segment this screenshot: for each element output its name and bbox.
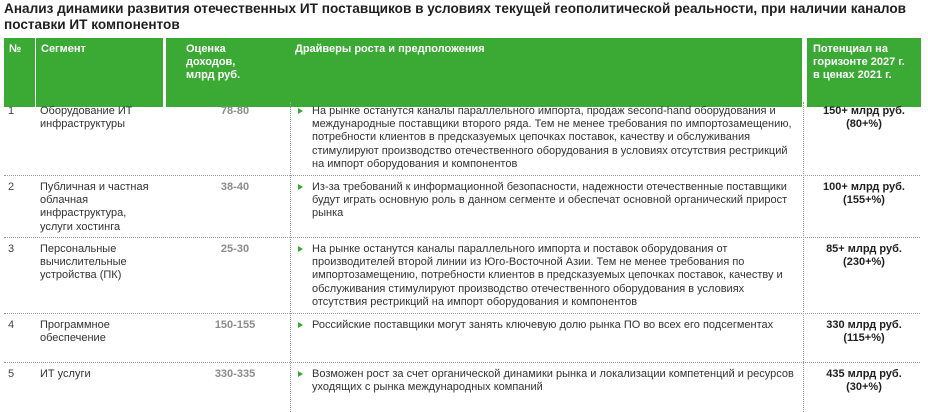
- table-header-num: №: [4, 38, 35, 107]
- segment-name: Оборудование ИТ инфраструктуры: [40, 105, 133, 131]
- potential-value: 330 млрд руб. (115+%): [826, 319, 902, 345]
- growth-driver: Возможен рост за счет органической динамики рынка и локализации компетенций и ресурсов уходящих с рынка международных компаний: [296, 368, 797, 394]
- potential-value: 85+ млрд руб. (230+%): [826, 243, 902, 269]
- row-separator: [4, 362, 920, 363]
- bullet-triangle-icon: [298, 246, 303, 252]
- revenue-estimate: 330-335: [214, 368, 256, 380]
- table-header-drivers: Драйверы роста и предположения: [287, 38, 802, 107]
- row-number: 3: [8, 243, 15, 255]
- document-title: Анализ динамики развития отечественных ИТ поставщиков в условиях текущей геополитической реальности, при наличии каналов поставки ИТ компонентов: [4, 1, 907, 32]
- bullet-triangle-icon: [298, 108, 303, 114]
- table-header-estimate: Оценка доходов, млрд руб.: [166, 38, 294, 107]
- table-header-segment: Сегмент: [36, 38, 163, 107]
- potential-value: 100+ млрд руб. (155+%): [823, 181, 905, 207]
- growth-driver: Из-за требований к информационной безопасности, надежности отечественные поставщики будут играть основную роль в данном сегменте и обеспечат основной органический прирост рынка: [296, 181, 797, 221]
- row-number: 2: [8, 181, 15, 193]
- row-number: 4: [8, 319, 15, 331]
- revenue-estimate: 25-30: [220, 243, 250, 255]
- revenue-estimate: 78-80: [220, 105, 250, 117]
- row-separator: [4, 175, 920, 176]
- bullet-triangle-icon: [298, 371, 303, 377]
- potential-value: 150+ млрд руб. (80+%): [823, 105, 905, 131]
- growth-driver: На рынке останутся каналы параллельного импорта и поставок оборудования от производителей второй линии из Юго-Восточной Азии. Тем не менее требования по импортозамещению, потребности клиентов в предсказуемых цепочках поставок, качеству и обслуживания стимулируют производство отечественного оборудования в условиях отсутствия рестрикций на импорт оборудования и компонентов: [296, 243, 797, 309]
- segment-name: Персональные вычислительные устройства (ПК): [40, 243, 127, 282]
- row-number: 1: [8, 105, 15, 117]
- growth-driver: Российские поставщики могут занять ключевую долю рынка ПО во всех его подсегментах: [296, 319, 797, 332]
- column-separator: [803, 102, 804, 412]
- segment-name: ИТ услуги: [40, 368, 91, 380]
- segment-name: Программное обеспечение: [40, 319, 110, 345]
- segment-name: Публичная и частная облачная инфраструктура, услуги хостинга: [40, 181, 149, 233]
- table-header-potential: Потенциал на горизонте 2027 г. в ценах 2021 г.: [807, 38, 921, 107]
- potential-value: 435 млрд руб. (30+%): [826, 368, 902, 394]
- bullet-triangle-icon: [298, 184, 303, 190]
- revenue-estimate: 150-155: [214, 319, 256, 331]
- revenue-estimate: 38-40: [220, 181, 250, 193]
- column-separator: [290, 102, 291, 412]
- row-separator: [4, 237, 920, 238]
- row-separator: [4, 313, 920, 314]
- growth-driver: На рынке останутся каналы параллельного импорта, продаж second-hand оборудования и международные поставщики второго ряда. Тем не менее требования по импортозамещению, потребности клиентов в предсказуемых цепочках поставок, качеству и обслуживания стимулируют производство отечественного оборудования в условиях отсутствия рестрикций на импорт оборудования и компонентов: [296, 105, 797, 171]
- row-number: 5: [8, 368, 15, 380]
- bullet-triangle-icon: [298, 322, 303, 328]
